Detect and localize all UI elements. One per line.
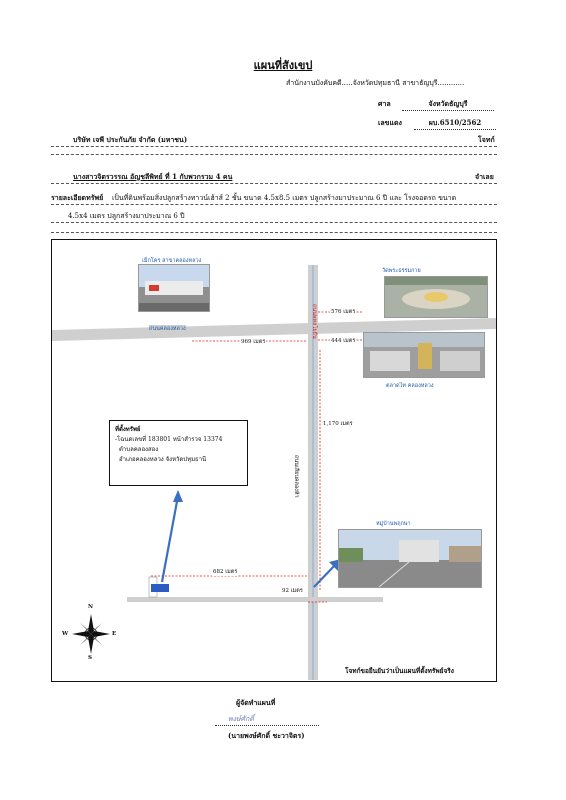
distance-1170: 1,170 เมตร bbox=[323, 421, 353, 427]
compass-n: N bbox=[88, 604, 94, 610]
property-detail-line1: เป็นที่ดินพร้อมสิ่งปลูกสร้างทาวน์เฮ้าส์ 2 ชั้น ขนาด 4.5x8.5 เมตร ปลูกสร้างมาประมาณ 6 ปี และ โรงจอดรถ ขนาด bbox=[112, 194, 457, 202]
road-label-horizontal: ถนนคลองหลวง bbox=[149, 326, 186, 332]
plaintiff-role: โจทก์ bbox=[478, 135, 495, 144]
distance-444: 444 เมตร bbox=[331, 338, 356, 344]
divider bbox=[51, 146, 497, 147]
distance-92: 92 เมตร bbox=[282, 588, 303, 594]
info-line1: -โฉนดเลขที่ 183801 หน้าสำรวจ 13374 bbox=[115, 436, 223, 443]
photo-pruksa bbox=[338, 529, 482, 588]
compass-e: E bbox=[112, 631, 117, 637]
plaintiff-name: บริษัท เจพี ประกันภัย จำกัด (มหาชน) bbox=[73, 135, 188, 144]
info-line3: อำเภอคลองหลวง จังหวัดปทุมธานี bbox=[119, 456, 207, 463]
page-title: แผนที่สังเขป bbox=[253, 59, 313, 72]
compass-rose bbox=[62, 604, 117, 662]
photo-taladthai-caption: ตลาดไท คลองหลวง bbox=[386, 383, 434, 389]
court-label: ศาล bbox=[378, 99, 391, 108]
photo-dhammakaya bbox=[384, 276, 488, 318]
divider bbox=[51, 222, 497, 223]
property-marker bbox=[151, 584, 169, 592]
property-label: รายละเอียดทรัพย์ bbox=[51, 193, 104, 202]
compass-icon bbox=[66, 606, 116, 662]
defendant-name: นางสาวจิตรวรรณ อัญชลีพิทย์ ที่ 1 กับพวกรวม 4 คน bbox=[73, 172, 233, 181]
court-value: จังหวัดธัญบุรี bbox=[402, 99, 494, 111]
photo-taladthai bbox=[363, 332, 485, 378]
distance-576: 576 เมตร bbox=[331, 309, 356, 315]
location-map bbox=[51, 239, 497, 682]
distance-969: 969 เมตร bbox=[241, 339, 266, 345]
road-label-main: ถนนพหลโยธิน bbox=[311, 304, 317, 339]
case-label: เลขแดง bbox=[378, 118, 402, 127]
compass-w: W bbox=[62, 631, 69, 637]
compass-s: S bbox=[88, 655, 92, 661]
photo-pruksa-caption: หมู่บ้านพฤกษา bbox=[376, 521, 411, 527]
defendant-role: จำเลย bbox=[475, 172, 494, 181]
info-heading: ที่ตั้งทรัพย์ bbox=[115, 426, 141, 433]
divider bbox=[51, 204, 497, 205]
signature-line bbox=[215, 725, 319, 726]
case-value: ผบ.6510/2562 bbox=[414, 118, 496, 130]
photo-dhammakaya-caption: วัดพระธรรมกาย bbox=[382, 268, 421, 274]
divider bbox=[51, 183, 497, 184]
photo-makro-caption: เม็กโคร สาขาคลองหลวง bbox=[142, 258, 202, 264]
road-bottom bbox=[127, 597, 383, 602]
info-line2: ตำบลคลองสอง bbox=[119, 446, 159, 453]
signer-name: (นายพงษ์ศักดิ์ ชะวาจิตร) bbox=[228, 731, 305, 740]
distance-682: 682 เมตร bbox=[213, 569, 238, 575]
property-location-box bbox=[109, 420, 248, 486]
certify-text: โจทก์ขอยืนยันว่าเป็นแผนที่ตั้งทรัพย์จริง bbox=[345, 667, 454, 675]
office-line: สำนักงานบังคับคดี.....จังหวัดปทุมธานี สาขาธัญบุรี............ bbox=[286, 79, 465, 87]
signature-label: ผู้จัดทำแผนที่ bbox=[236, 698, 276, 707]
road-label-vertical: ถนนเลียบคลองห้า bbox=[293, 455, 299, 498]
signature-scribble: พงษ์ศักดิ์ bbox=[228, 715, 254, 723]
divider bbox=[51, 154, 497, 155]
property-detail-line2: 4.5x4 เมตร ปลูกสร้างมาประมาณ 6 ปี bbox=[68, 212, 185, 220]
divider bbox=[51, 232, 497, 233]
photo-makro bbox=[138, 264, 210, 312]
